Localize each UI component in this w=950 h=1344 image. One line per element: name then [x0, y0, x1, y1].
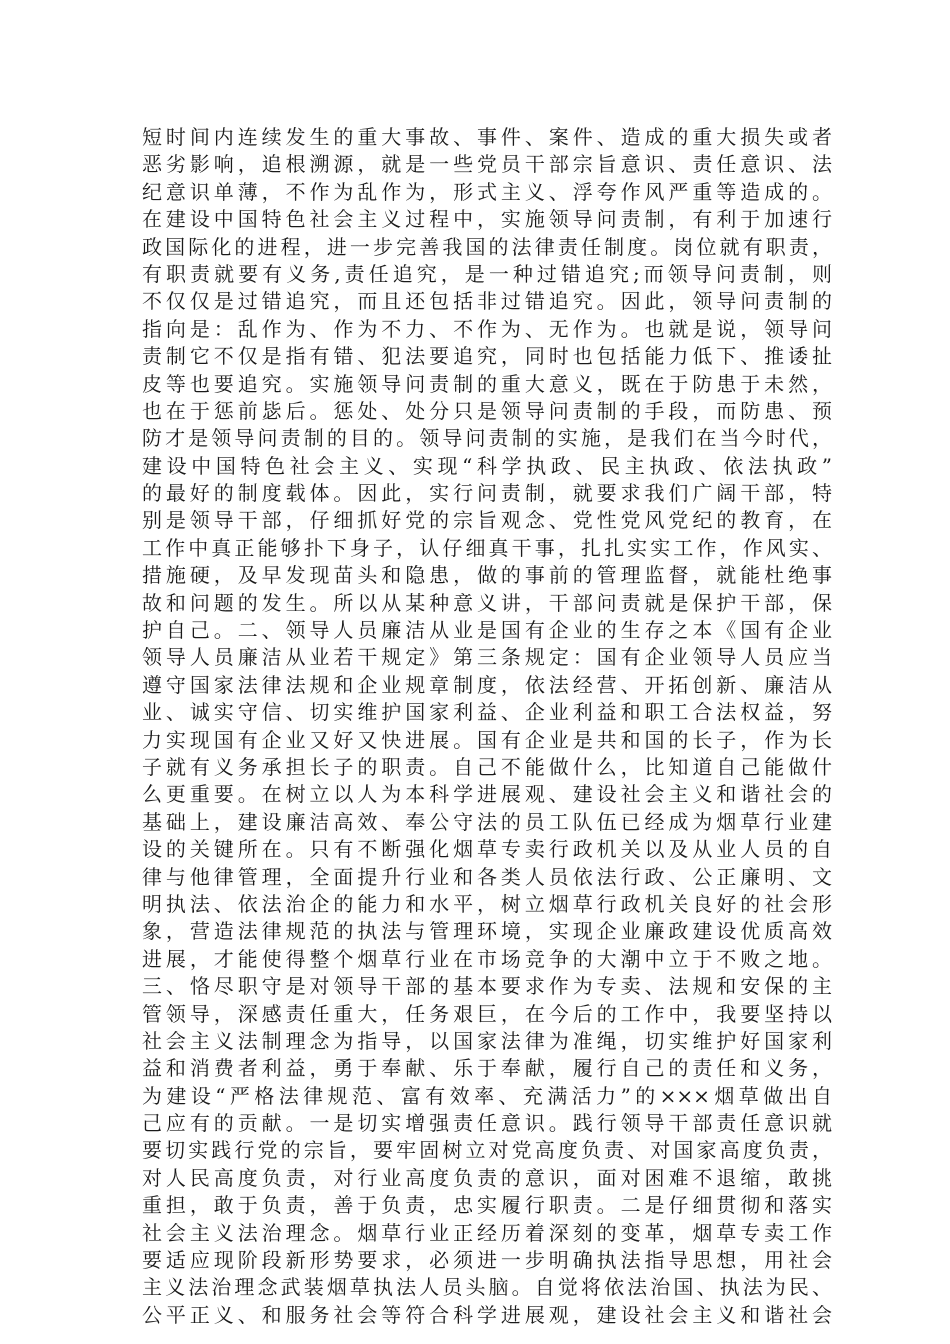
text-line: 重担，敢于负责，善于负责，忠实履行职责。二是仔细贯彻和落实 [142, 1193, 832, 1218]
text-line: 政国际化的进程，进一步完善我国的法律责任制度。岗位就有职责， [142, 234, 832, 259]
text-line: 指向是：乱作为、作为不力、不作为、无作为。也就是说，领导问 [142, 316, 832, 341]
text-line: 故和问题的发生。所以从某种意义讲，干部问责就是保护干部，保 [142, 590, 832, 615]
text-line: 社会主义法治理念。烟草行业正经历着深刻的变革，烟草专卖工作 [142, 1220, 832, 1245]
text-line: 三、恪尽职守是对领导干部的基本要求作为专卖、法规和安保的主 [142, 974, 832, 999]
text-line: 有职责就要有义务,责任追究，是一种过错追究;而领导问责制，则 [142, 261, 832, 286]
text-line: 的最好的制度载体。因此，实行问责制，就要求我们广阔干部，特 [142, 481, 832, 506]
text-line: 在建设中国特色社会主义过程中，实施领导问责制，有利于加速行 [142, 207, 832, 232]
text-line: 纪意识单薄，不作为乱作为，形式主义、浮夸作风严重等造成的。 [142, 179, 832, 204]
text-line: 业、诚实守信、切实维护国家利益、企业利益和职工合法权益，努 [142, 700, 832, 725]
text-line: 责制它不仅是指有错、犯法要追究，同时也包括能力低下、推诿扯 [142, 344, 832, 369]
text-line: 为建设“严格法律规范、富有效率、充满活力”的×××烟草做出自 [142, 1083, 832, 1108]
text-line: 要适应现阶段新形势要求，必须进一步明确执法指导思想，用社会 [142, 1248, 832, 1273]
text-line: 社会主义法制理念为指导，以国家法律为准绳，切实维护好国家利 [142, 1028, 832, 1053]
text-line: 管领导，深感责任重大，任务艰巨，在今后的工作中，我要坚持以 [142, 1001, 832, 1026]
text-line: 明执法、依法治企的能力和水平，树立烟草行政机关良好的社会形 [142, 891, 832, 916]
text-line: 皮等也要追究。实施领导问责制的重大意义，既在于防患于未然， [142, 371, 832, 396]
text-line: 对人民高度负责，对行业高度负责的意识，面对困难不退缩，敢挑 [142, 1165, 832, 1190]
text-line: 措施硬，及早发现苗头和隐患，做的事前的管理监督，就能杜绝事 [142, 563, 832, 588]
text-line: 恶劣影响，追根溯源，就是一些党员干部宗旨意识、责任意识、法 [142, 152, 832, 177]
text-line: 短时间内连续发生的重大事故、事件、案件、造成的重大损失或者 [142, 125, 832, 149]
body-text [142, 124, 832, 1329]
text-line: 也在于惩前毖后。惩处、处分只是领导问责制的手段，而防患、预 [142, 398, 832, 423]
text-line: 么更重要。在树立以人为本科学进展观、建设社会主义和谐社会的 [142, 782, 832, 807]
text-line: 象，营造法律规范的执法与管理环境，实现企业廉政建设优质高效 [142, 919, 832, 944]
text-line: 别是领导干部，仔细抓好党的宗旨观念、党性党风党纪的教育，在 [142, 508, 832, 533]
text-line: 力实现国有企业又好又快进展。国有企业是共和国的长子，作为长 [142, 727, 832, 752]
text-line: 公平正义、和服务社会等符合科学进展观，建设社会主义和谐社会 [142, 1302, 832, 1327]
text-line: 律与他律管理，全面提升行业和各类人员依法行政、公正廉明、文 [142, 864, 832, 889]
text-line: 防才是领导问责制的目的。领导问责制的实施，是我们在当今时代， [142, 426, 832, 451]
text-line: 主义法治理念武装烟草执法人员头脑。自觉将依法治国、执法为民、 [142, 1275, 832, 1300]
text-line: 基础上，建设廉洁高效、奉公守法的员工队伍已经成为烟草行业建 [142, 809, 832, 834]
text-line: 不仅仅是过错追究，而且还包括非过错追究。因此，领导问责制的 [142, 289, 832, 314]
text-line: 子就有义务承担长子的职责。自己不能做什么，比知道自己能做什 [142, 754, 832, 779]
text-line: 工作中真正能够扑下身子，认仔细真干事，扎扎实实工作，作风实、 [142, 535, 832, 560]
text-line: 设的关键所在。只有不断强化烟草专卖行政机关以及从业人员的自 [142, 837, 832, 862]
text-line: 要切实践行党的宗旨，要牢固树立对党高度负责、对国家高度负责， [142, 1138, 832, 1163]
text-line: 护自己。二、领导人员廉洁从业是国有企业的生存之本《国有企业 [142, 618, 832, 643]
text-line: 进展，才能使得整个烟草行业在市场竞争的大潮中立于不败之地。 [142, 946, 832, 971]
text-line: 领导人员廉洁从业若干规定》第三条规定：国有企业领导人员应当 [142, 645, 832, 670]
text-line: 遵守国家法律法规和企业规章制度，依法经营、开拓创新、廉洁从 [142, 672, 832, 697]
text-line: 建设中国特色社会主义、实现“科学执政、民主执政、依法执政” [142, 453, 832, 478]
text-line: 己应有的贡献。一是切实增强责任意识。践行领导干部责任意识就 [142, 1111, 832, 1136]
text-line: 益和消费者利益，勇于奉献、乐于奉献，履行自己的责任和义务， [142, 1056, 832, 1081]
